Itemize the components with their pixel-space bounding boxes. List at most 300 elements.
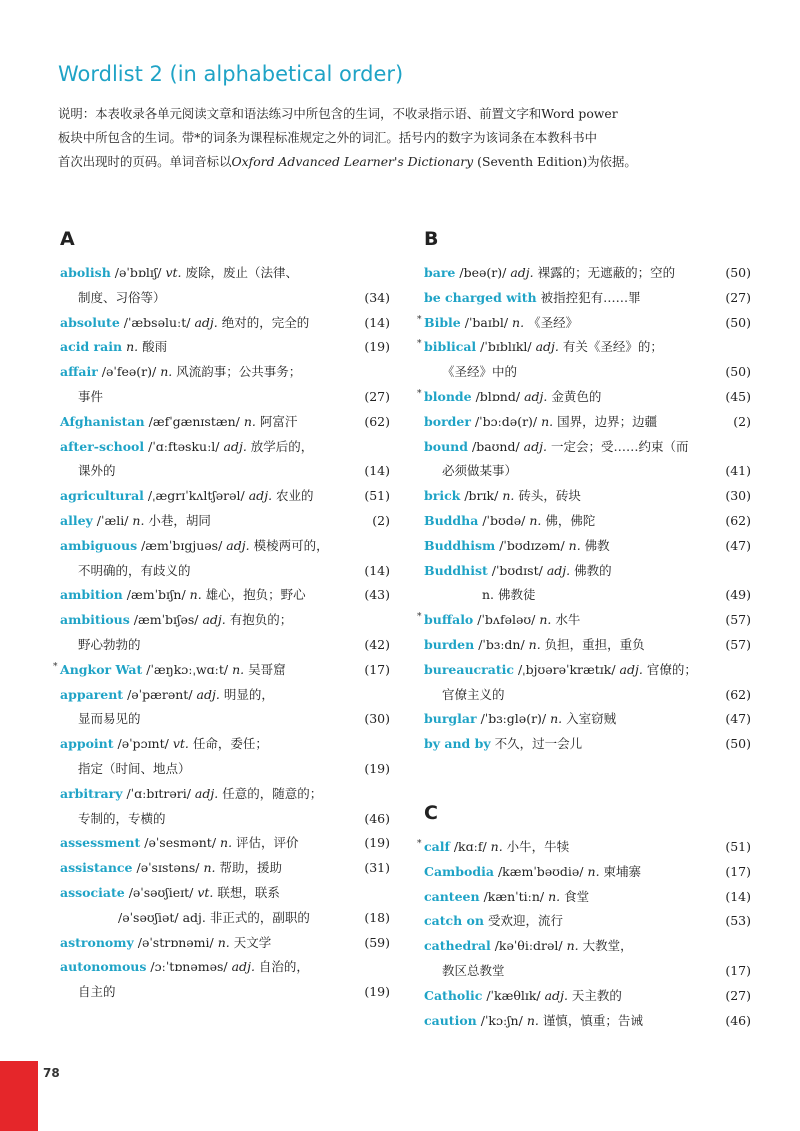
wordlist-entry [60, 410, 390, 435]
chinese-meaning: 废除，废止（法律、 [185, 265, 298, 280]
chinese-meaning: 风流韵事；公共事务； [176, 364, 302, 380]
wordlist-entry [424, 885, 751, 910]
entry-line [417, 835, 751, 860]
entry-continuation: 教区总教堂 (17) [424, 959, 751, 984]
entry-continuation: 事件 (27) [60, 385, 390, 410]
headword: be charged with [424, 289, 537, 305]
chinese-meaning: 模棱两可的， [253, 537, 329, 553]
headword: acid rain [60, 339, 123, 355]
phonetic: /baʊnd/ [471, 438, 520, 454]
wordlist-entry [424, 509, 751, 534]
wordlist-entry [60, 608, 390, 658]
chinese-meaning: 帮助，援助 [219, 860, 282, 876]
chinese-meaning: 有抱负的； [229, 612, 293, 628]
entry-line [424, 707, 751, 732]
part-of-speech: n. [502, 488, 515, 504]
entry-line [424, 909, 751, 934]
entry-line [60, 335, 390, 360]
entry-line [424, 732, 751, 757]
page-reference: (17) [364, 661, 390, 677]
wordlist-entry [424, 1009, 751, 1034]
phonetic: /æmˈbɪgjuəs/ [141, 537, 223, 553]
headword: burglar [424, 711, 477, 727]
entry-line [60, 484, 390, 509]
part-of-speech: n. [217, 934, 230, 950]
part-of-speech: n. [243, 413, 256, 429]
wordlist-entry [424, 984, 751, 1009]
intro-note [58, 102, 758, 174]
headword: biblical [424, 339, 477, 355]
phonetic: /əˈsɪstəns/ [136, 860, 200, 876]
chinese-meaning: 自治的， [258, 959, 309, 975]
entry-line [424, 984, 751, 1009]
wordlist-entry [60, 360, 390, 410]
wordlist-entry [60, 831, 390, 856]
phonetic: /blɒnd/ [475, 388, 521, 404]
page-reference: (50) [725, 736, 751, 752]
outside-syllabus-star: * [53, 661, 58, 672]
page-reference: (27) [725, 987, 751, 1003]
wordlist-entry [424, 261, 751, 286]
headword: caution [424, 1012, 477, 1028]
entry-line [424, 658, 751, 683]
page-reference: (34) [364, 289, 390, 305]
chinese-meaning: 有关《圣经》的； [562, 339, 663, 355]
phonetic: /kɑːf/ [453, 838, 487, 854]
headword: brick [424, 488, 461, 504]
headword: astronomy [60, 934, 134, 950]
chinese-meaning: 天主教的 [571, 987, 622, 1003]
headword: alley [60, 512, 93, 528]
headword: apparent [60, 686, 124, 702]
page-reference: (51) [364, 488, 390, 504]
part-of-speech: adj. [619, 661, 643, 677]
headword: Cambodia [424, 863, 494, 879]
page-reference: (57) [725, 636, 751, 652]
entries-a [53, 261, 390, 1005]
page-reference: (50) [725, 364, 751, 380]
entry-line [60, 435, 390, 460]
page-reference: (50) [725, 314, 751, 330]
headword: assessment [60, 835, 141, 851]
chinese-meaning: 放学后的， [250, 438, 314, 454]
headword: Bible [424, 314, 461, 330]
phonetic: /ˈbaɪbl/ [464, 314, 509, 330]
entry-line [424, 509, 751, 534]
page-reference: (42) [364, 636, 390, 652]
chinese-meaning: 负担，重担，重负 [544, 636, 645, 652]
chinese-meaning: 入室窃贼 [566, 711, 617, 727]
page-reference: (43) [364, 587, 390, 603]
wordlist-entry [417, 311, 751, 336]
page-reference: (27) [725, 289, 751, 305]
wordlist-entry [60, 484, 390, 509]
wordlist-entry [60, 509, 390, 534]
wordlist-entry [60, 261, 390, 311]
headword: canteen [424, 888, 480, 904]
page-reference: (45) [725, 388, 751, 404]
wordlist-entry [60, 782, 390, 832]
chinese-meaning: 官僚的； [646, 661, 697, 677]
part-of-speech: n. [160, 364, 173, 380]
entry-line [424, 860, 751, 885]
page-reference: (59) [364, 934, 390, 950]
part-of-speech: adj. [194, 785, 219, 801]
headword: blonde [424, 388, 472, 404]
part-of-speech: n. [529, 512, 542, 528]
phonetic: /ˈɑːftəskuːl/ [148, 438, 220, 454]
phonetic: /əˈfeə(r)/ [101, 364, 157, 380]
chinese-meaning: 小牛，牛犊 [506, 838, 570, 854]
part-of-speech: adj. [231, 959, 255, 975]
page-reference: (50) [725, 265, 751, 280]
page-reference: (62) [364, 413, 390, 429]
page-reference: (2) [372, 512, 390, 528]
wordlist-entry [417, 385, 751, 410]
part-of-speech: n. [550, 711, 563, 727]
phonetic: /ˌbjʊərəˈkrætɪk/ [517, 661, 616, 677]
chinese-meaning: 《圣经》 [528, 314, 579, 330]
chinese-meaning: 佛教 [584, 537, 610, 553]
page-reference: (14) [364, 562, 390, 578]
wordlist-entry [424, 860, 751, 885]
headword: affair [60, 364, 98, 380]
wordlist-entry [60, 881, 390, 931]
phonetic: /əˈstrɒnəmi/ [137, 934, 214, 950]
wordlist-entry [417, 335, 751, 385]
entry-line [60, 881, 390, 906]
phonetic: /ˈbʊdɪst/ [491, 562, 543, 578]
page-reference: (47) [725, 537, 751, 553]
wordlist-entry [424, 534, 751, 559]
entry-line [417, 335, 751, 360]
wordlist-entry [424, 909, 751, 934]
chinese-meaning: 被指控犯有……罪 [540, 289, 641, 305]
page-reference: (47) [725, 711, 751, 727]
footer-color-bar [0, 1061, 38, 1131]
phonetic: /əˈsesmənt/ [144, 835, 217, 851]
entry-line [424, 934, 751, 959]
headword: absolute [60, 314, 120, 330]
part-of-speech: n. [126, 339, 139, 355]
page-reference: (53) [725, 913, 751, 929]
entry-line [424, 1009, 751, 1034]
page-reference: (19) [364, 339, 390, 355]
phonetic: /ˈbɜːglə(r)/ [480, 711, 547, 727]
headword: arbitrary [60, 785, 123, 801]
phonetic: /kæmˈbəʊdiə/ [497, 863, 584, 879]
chinese-meaning: 大教堂， [582, 938, 633, 954]
chinese-meaning: 水牛 [555, 612, 581, 628]
entry-line [424, 261, 751, 286]
phonetic: /brɪk/ [464, 488, 499, 504]
wordlist-entry [424, 410, 751, 435]
wordlist-entry [424, 484, 751, 509]
phonetic: /æfˈgænɪstæn/ [148, 413, 240, 429]
headword: Buddhist [424, 562, 488, 578]
wordlist-entry [60, 732, 390, 782]
part-of-speech: adj. [223, 438, 247, 454]
chinese-meaning: 不久，过一会儿 [494, 736, 583, 752]
entry-continuation: 显而易见的 (30) [60, 707, 390, 732]
wordlist-entry [417, 835, 751, 860]
wordlist-entry [424, 934, 751, 984]
page-number: 78 [43, 1066, 60, 1080]
page-reference: (17) [725, 962, 751, 978]
headword: catch on [424, 913, 484, 929]
entry-continuation: 必须做某事） (41) [424, 459, 751, 484]
phonetic: /kænˈtiːn/ [483, 888, 545, 904]
phonetic: /ˈbɜːdn/ [478, 636, 525, 652]
entry-continuation: n. 佛教徒 (49) [424, 583, 751, 608]
part-of-speech: vt. [165, 265, 182, 280]
headword: associate [60, 884, 125, 900]
page-reference: (46) [725, 1012, 751, 1028]
headword: ambitious [60, 612, 130, 628]
chinese-meaning: 农业的 [276, 488, 314, 504]
page-reference: (2) [733, 413, 751, 429]
entry-line [60, 782, 390, 807]
part-of-speech: adj. [524, 388, 548, 404]
part-of-speech: adj. [523, 438, 547, 454]
wordlist-entry [424, 732, 751, 757]
headword: appoint [60, 736, 114, 752]
page-reference: (17) [725, 863, 751, 879]
phonetic: /əˈbɒlɪʃ/ [114, 265, 162, 280]
page-reference: (14) [364, 314, 390, 330]
entry-continuation: 自主的 (19) [60, 980, 390, 1005]
chinese-meaning: 裸露的；无遮蔽的；空的 [537, 265, 676, 280]
page-reference: (62) [725, 512, 751, 528]
entry-line [53, 658, 390, 683]
entry-line [60, 583, 390, 608]
dictionary-title: Oxford Advanced Learner's Dictionary [231, 154, 474, 169]
wordlist-entry [424, 707, 751, 732]
phonetic: /ˈæli/ [96, 512, 129, 528]
chinese-meaning: 吴哥窟 [248, 661, 286, 677]
wordlist-entry [424, 559, 751, 609]
headword: assistance [60, 860, 133, 876]
page-reference: (30) [364, 711, 390, 727]
wordlist-entry [53, 658, 390, 683]
headword: Afghanistan [60, 413, 145, 429]
wordlist-entry [424, 633, 751, 658]
outside-syllabus-star: * [417, 838, 422, 849]
headword: buffalo [424, 612, 474, 628]
entry-line [60, 261, 390, 286]
page-reference: (19) [364, 760, 390, 776]
entry-continuation: 野心勃勃的 (42) [60, 633, 390, 658]
outside-syllabus-star: * [417, 612, 422, 623]
part-of-speech: n. [566, 938, 579, 954]
chinese-meaning: 柬埔寨 [603, 863, 642, 879]
chinese-meaning: 任意的，随意的； [222, 785, 323, 801]
headword: after-school [60, 438, 145, 454]
page-reference: (19) [364, 835, 390, 851]
headword: Buddhism [424, 537, 496, 553]
chinese-meaning: 明显的， [223, 686, 274, 702]
part-of-speech: n. [132, 512, 145, 528]
page-reference: (41) [725, 463, 751, 479]
headword: by and by [424, 736, 491, 752]
entry-line [424, 534, 751, 559]
phonetic: /ˈbɔːdə(r)/ [474, 413, 538, 429]
intro-line-1: 说明：本表收录各单元阅读文章和语法练习中所包含的生词，不收录指示语、前置文字和Word power [58, 106, 618, 121]
entry-line [60, 410, 390, 435]
wordlist-entry [60, 435, 390, 485]
headword: autonomous [60, 959, 147, 975]
page-reference: (62) [725, 686, 751, 702]
phonetic: /ˈbʊdɪzəm/ [499, 537, 565, 553]
part-of-speech: n. [203, 860, 216, 876]
chinese-meaning: 砖头，砖块 [518, 488, 581, 504]
page-reference: (51) [725, 838, 751, 854]
phonetic: /ɔːˈtɒnəməs/ [150, 959, 228, 975]
part-of-speech: vt. [172, 736, 189, 752]
wordlist-entry [417, 608, 751, 633]
wordlist-entry [424, 435, 751, 485]
part-of-speech: adj. [546, 562, 571, 578]
phonetic: /ˌægrɪˈkʌltʃərəl/ [147, 488, 245, 504]
phonetic: /ˈkɔːʃn/ [480, 1012, 523, 1028]
entry-line [424, 633, 751, 658]
page-reference: (46) [364, 810, 390, 826]
part-of-speech: n. [189, 587, 202, 603]
part-of-speech: n. [490, 838, 503, 854]
wordlist-entry [60, 856, 390, 881]
chinese-meaning: 任命，委任； [192, 736, 268, 752]
headword: ambition [60, 587, 123, 603]
chinese-meaning: 一定会；受……约束（而 [550, 438, 689, 454]
phonetic: /æmˈbɪʃn/ [126, 587, 186, 603]
part-of-speech: n. [512, 314, 525, 330]
headword: agricultural [60, 488, 144, 504]
chinese-meaning: 阿富汗 [259, 413, 298, 429]
section-letter-c: C [424, 801, 438, 824]
entry-line [60, 931, 390, 956]
part-of-speech: n. [568, 537, 581, 553]
headword: calf [424, 838, 450, 854]
headword: burden [424, 636, 475, 652]
entry-line [424, 410, 751, 435]
chinese-meaning: 评估，评价 [236, 835, 299, 851]
headword: bound [424, 438, 468, 454]
wordlist-entry [60, 534, 390, 584]
phonetic: /ˈæbsəluːt/ [123, 314, 191, 330]
headword: Catholic [424, 987, 483, 1003]
page-title: Wordlist 2 (in alphabetical order) [58, 62, 404, 86]
entries-c [417, 835, 751, 1033]
wordlist-entry [60, 955, 390, 1005]
wordlist-entry [60, 583, 390, 608]
chinese-meaning: 国界，边界；边疆 [557, 413, 658, 429]
entry-continuation: 课外的 (14) [60, 459, 390, 484]
part-of-speech: adj. [248, 488, 273, 504]
page-reference: (57) [725, 612, 751, 628]
entry-continuation: 官僚主义的 (62) [424, 683, 751, 708]
entry-line [60, 732, 390, 757]
part-of-speech: adj. [510, 265, 534, 280]
wordlist-entry [60, 335, 390, 360]
entry-line [60, 608, 390, 633]
column-left [53, 228, 390, 1005]
page-reference: (49) [725, 587, 751, 603]
chinese-meaning: 受欢迎，流行 [487, 913, 563, 929]
headword: ambiguous [60, 537, 138, 553]
chinese-meaning: 联想，联系 [217, 884, 280, 900]
entry-continuation: /əˈsəʊʃiət/ adj. 非正式的，副职的 (18) [60, 906, 390, 931]
part-of-speech: adj. [194, 314, 218, 330]
page-reference: (27) [364, 388, 390, 404]
entry-line [424, 484, 751, 509]
wordlist-entry [424, 286, 751, 311]
page-reference: (19) [364, 984, 390, 1000]
chinese-meaning: 雄心，抱负；野心 [205, 587, 306, 603]
chinese-meaning: 酸雨 [142, 339, 168, 355]
chinese-meaning: 食堂 [564, 888, 590, 904]
part-of-speech: adj. [226, 537, 250, 553]
wordlist-entry [60, 311, 390, 336]
entry-continuation: 不明确的，有歧义的 (14) [60, 559, 390, 584]
part-of-speech: adj. [535, 339, 559, 355]
entry-line [60, 683, 390, 708]
page-reference: (30) [725, 488, 751, 504]
page-reference: (18) [364, 909, 390, 925]
phonetic: /ˈbʊdə/ [482, 512, 526, 528]
part-of-speech: adj. [202, 612, 226, 628]
phonetic: /ˈkæθlɪk/ [486, 987, 541, 1003]
phonetic: /æmˈbɪʃəs/ [133, 612, 199, 628]
headword: cathedral [424, 938, 491, 954]
entry-line [60, 534, 390, 559]
entry-continuation: 制度、习俗等） (34) [60, 286, 390, 311]
phonetic: /ˈbʌfələʊ/ [477, 612, 536, 628]
entry-line [424, 286, 751, 311]
part-of-speech: n. [539, 612, 552, 628]
chinese-meaning: 佛教的 [574, 562, 612, 578]
entry-line [60, 955, 390, 980]
chinese-meaning: 小巷，胡同 [148, 512, 211, 528]
headword: bureaucratic [424, 661, 514, 677]
entry-line [60, 360, 390, 385]
intro-line-3: 首次出现时的页码。单词音标以Oxford Advanced Learner's Dictionary (Seventh Edition)为依据。 [58, 154, 637, 169]
entry-line [424, 885, 751, 910]
wordlist-entry [60, 683, 390, 733]
entry-continuation: 专制的，专横的 (46) [60, 807, 390, 832]
phonetic: /ˈɑːbɪtrəri/ [126, 785, 191, 801]
headword: Buddha [424, 512, 479, 528]
chinese-meaning: 绝对的，完全的 [221, 314, 310, 330]
entry-line [60, 311, 390, 336]
part-of-speech: n. [526, 1012, 539, 1028]
part-of-speech: n. [220, 835, 233, 851]
part-of-speech: n. [548, 888, 561, 904]
wordlist-entry [60, 931, 390, 956]
headword: border [424, 413, 471, 429]
headword: bare [424, 265, 456, 280]
phonetic: /əˈpɔɪnt/ [117, 736, 169, 752]
outside-syllabus-star: * [417, 339, 422, 350]
entry-continuation: 指定（时间、地点） (19) [60, 757, 390, 782]
part-of-speech: n. [528, 636, 541, 652]
outside-syllabus-star: * [417, 388, 422, 399]
chinese-meaning: 天文学 [233, 934, 272, 950]
page-reference: (14) [725, 888, 751, 904]
headword: Angkor Wat [60, 661, 143, 677]
phonetic: /kəˈθiːdrəl/ [494, 938, 563, 954]
part-of-speech: n. [541, 413, 554, 429]
phonetic: /əˈsəʊʃieɪt/ [128, 884, 194, 900]
